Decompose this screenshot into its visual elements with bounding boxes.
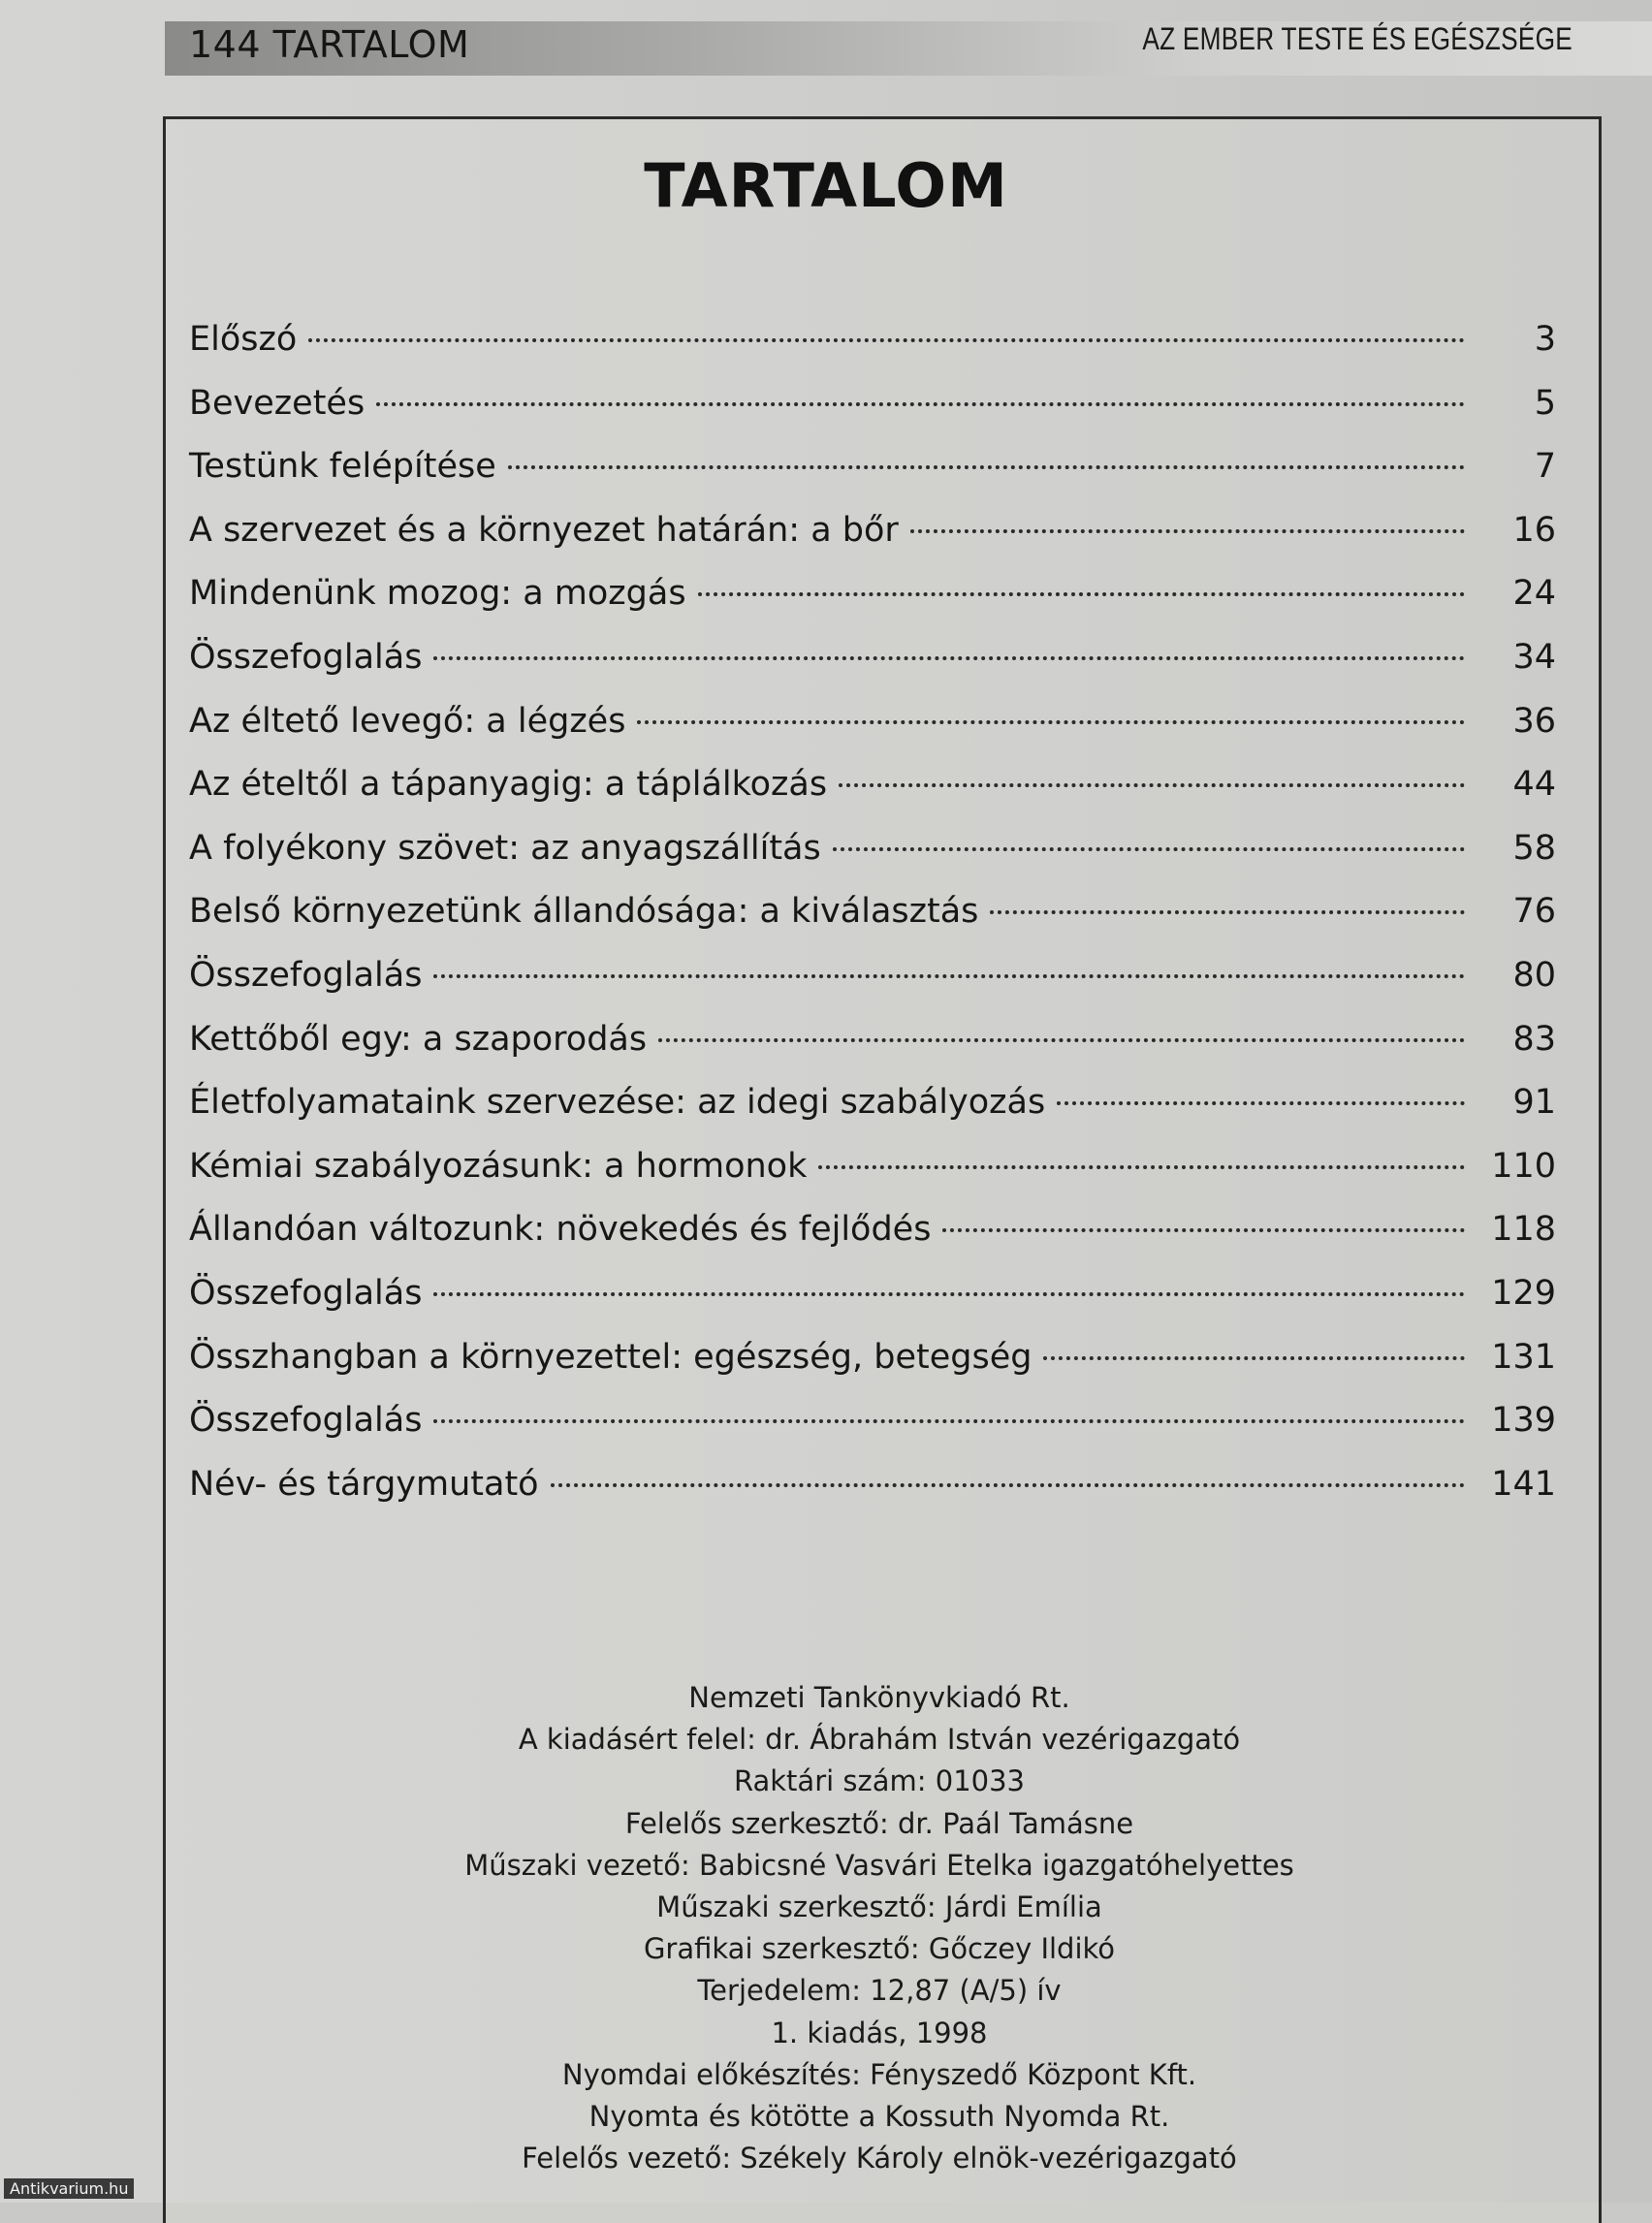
toc-entry-title: Összefoglalás [189,1401,423,1441]
toc-page-number: 58 [1512,828,1556,868]
dot-leader [637,720,1465,724]
toc-page-number: 131 [1491,1337,1556,1377]
header-book-title: AZ EMBER TESTE ÉS EGÉSZSÉGE [1142,21,1573,56]
dot-leader [698,592,1465,596]
toc-entry-title: Az éltető levegő: a légzés [189,701,626,741]
table-of-contents [189,320,1556,1528]
toc-row [189,638,1556,702]
toc-row [189,1020,1556,1084]
toc-page-number: 3 [1534,320,1556,359]
toc-entry-title: Összefoglalás [189,1273,423,1313]
dot-leader [433,1419,1465,1423]
toc-row [189,574,1556,638]
toc-entry-title: Állandóan változunk: növekedés és fejlődés [189,1210,932,1250]
imprint-line: Raktári szám: 01033 [733,1764,1025,1798]
dot-leader [1043,1356,1465,1360]
toc-page-number: 16 [1512,510,1556,550]
toc-entry-title: Mindenünk mozog: a mozgás [189,574,686,614]
toc-entry-title: Összefoglalás [189,955,423,995]
dot-leader [551,1483,1465,1487]
toc-page-number: 141 [1491,1464,1556,1504]
toc-entry-title: Kémiai szabályozásunk: a hormonok [189,1146,808,1186]
dot-leader [433,656,1465,660]
toc-entry-title: A folyékony szövet: az anyagszállítás [189,828,821,868]
dot-leader [942,1228,1465,1232]
toc-entry-title: Név- és tárgymutató [189,1464,539,1504]
dot-leader [658,1038,1465,1042]
toc-page-number: 44 [1512,765,1556,805]
dot-leader [376,402,1465,406]
toc-row [189,447,1556,511]
watermark-logo: Antikvarium.hu [4,2178,134,2199]
imprint-line: Felelős vezető: Székely Károly elnök-vezérigazgató [522,2142,1237,2175]
header-page-title: 144 TARTALOM [189,23,470,66]
toc-page-number: 91 [1512,1083,1556,1123]
toc-entry-title: Az ételtől a tápanyagig: a táplálkozás [189,765,828,805]
toc-row [189,892,1556,956]
imprint-line: 1. kiadás, 1998 [771,2016,988,2049]
dot-leader [508,465,1465,469]
toc-page-number: 24 [1512,574,1556,614]
imprint-line: Nemzeti Tankönyvkiadó Rt. [688,1681,1070,1714]
toc-row [189,702,1556,766]
dot-leader [839,783,1465,787]
dot-leader [308,338,1465,342]
toc-page-number: 7 [1534,447,1556,487]
toc-row [189,1210,1556,1274]
imprint-line: A kiadásért felel: dr. Ábrahám István vezérigazgató [518,1723,1241,1757]
toc-entry-title: Testünk felépítése [189,447,496,487]
toc-page-number: 118 [1491,1210,1556,1250]
toc-row [189,765,1556,829]
toc-row [189,1147,1556,1211]
toc-row [189,384,1556,448]
toc-entry-title: Kettőből egy: a szaporodás [189,1019,648,1059]
toc-entry-title: Előszó [189,320,298,359]
toc-row [189,829,1556,893]
toc-page-number: 129 [1491,1273,1556,1313]
imprint-line: Grafikai szerkesztő: Gőczey Ildikó [643,1932,1116,1966]
toc-entry-title: Életfolyamataink szervezése: az idegi szabályozás [189,1083,1046,1123]
toc-entry-title: A szervezet és a környezet határán: a bőr [189,510,899,550]
toc-page-number: 36 [1512,701,1556,741]
imprint-line: Nyomta és kötötte a Kossuth Nyomda Rt. [588,2100,1170,2134]
imprint-line: Műszaki szerkesztő: Járdi Emília [656,1890,1102,1924]
imprint-line: Terjedelem: 12,87 (A/5) ív [697,1974,1062,2008]
toc-page-number: 110 [1491,1146,1556,1186]
toc-row [189,1465,1556,1529]
toc-entry-title: Belső környezetünk állandósága: a kiválasztás [189,892,979,932]
toc-row [189,1401,1556,1465]
toc-entry-title: Összhangban a környezettel: egészség, betegség [189,1337,1032,1377]
imprint-line: Nyomdai előkészítés: Fényszedő Központ Kft. [561,2057,1197,2091]
toc-entry-title: Összefoglalás [189,637,423,677]
toc-page-number: 76 [1512,892,1556,932]
toc-page-number: 139 [1491,1401,1556,1441]
toc-row [189,1274,1556,1338]
imprint-line: Műszaki vezető: Babicsné Vasvári Etelka igazgatóhelyettes [464,1848,1294,1882]
toc-page-number: 34 [1512,637,1556,677]
dot-leader [910,529,1465,533]
toc-row [189,1083,1556,1147]
dot-leader [433,974,1465,978]
toc-page-number: 5 [1534,383,1556,423]
dot-leader [1057,1101,1465,1105]
toc-row [189,320,1556,384]
dot-leader [818,1165,1465,1169]
toc-page-number: 80 [1512,955,1556,995]
toc-entry-title: Bevezetés [189,383,365,423]
toc-row [189,956,1556,1020]
toc-row [189,511,1556,575]
imprint-line: Felelős szerkesztő: dr. Paál Tamásne [624,1806,1134,1840]
page-title: TARTALOM [644,150,1008,221]
dot-leader [433,1292,1465,1296]
dot-leader [833,847,1465,851]
dot-leader [990,910,1465,914]
toc-page-number: 83 [1512,1019,1556,1059]
imprint [163,1677,1596,2179]
toc-row [189,1338,1556,1402]
